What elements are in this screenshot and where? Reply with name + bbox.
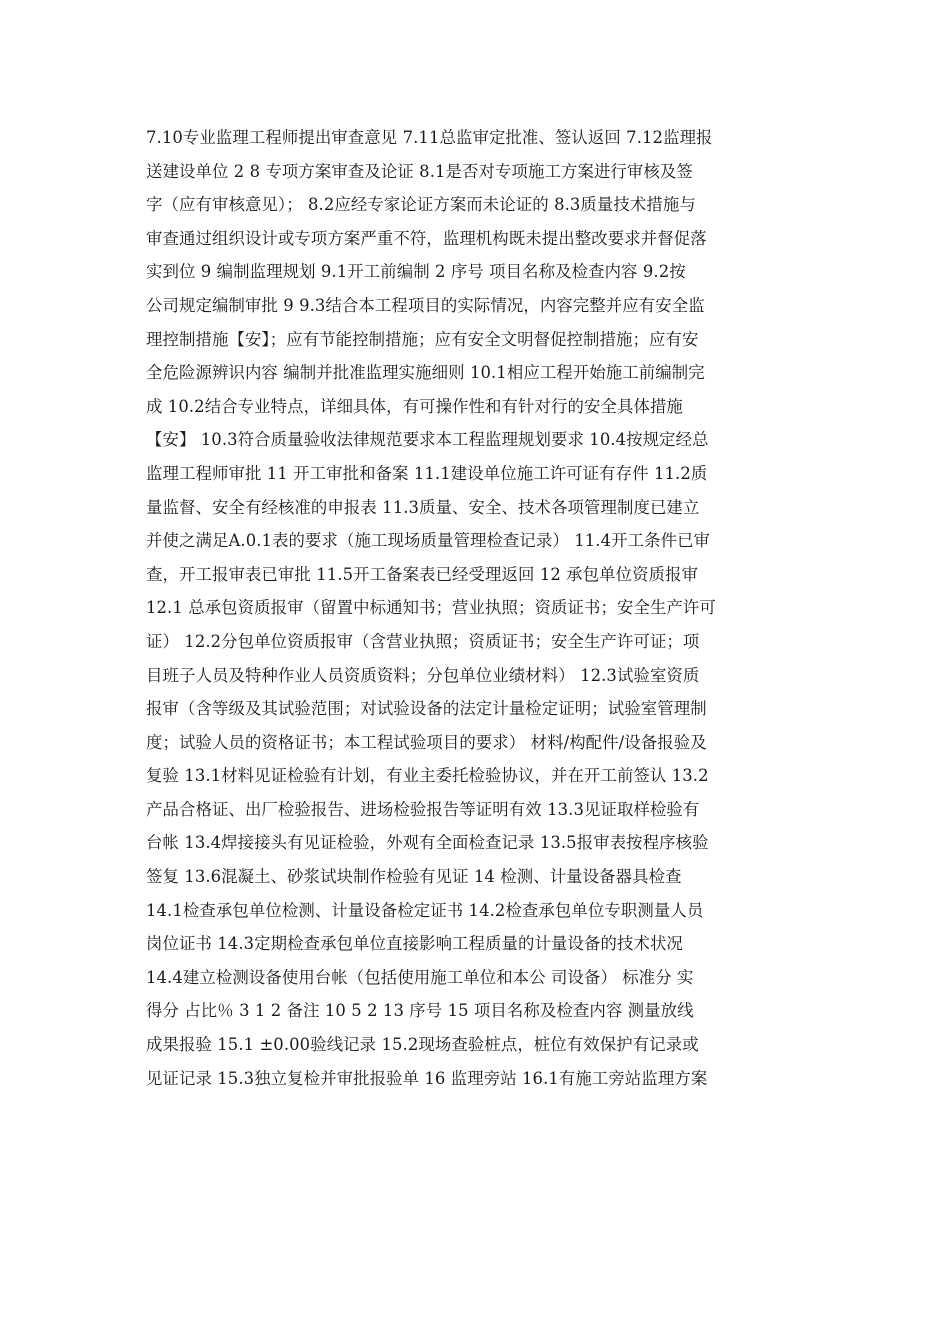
text-line: 度；试验人员的资格证书；本工程试验项目的要求） 材料/构配件/设备报验及 <box>146 732 707 752</box>
text-line: 【安】 10.3符合质量验收法律规范要求本工程监理规划要求 10.4按规定经总 <box>146 430 709 450</box>
text-line: 理控制措施【安】；应有节能控制措施；应有安全文明督促控制措施；应有安 <box>146 329 699 349</box>
text-line: 查，开工报审表已审批 11.5开工备案表已经受理返回 12 承包单位资质报审 <box>146 564 699 584</box>
text-line: 量监督、安全有经核准的申报表 11.3质量、安全、技术各项管理制度已建立 <box>146 497 700 517</box>
text-line: 监理工程师审批 11 开工审批和备案 11.1建设单位施工许可证有存件 11.2质 <box>146 463 708 483</box>
text-line: 证） 12.2分包单位资质报审（含营业执照；资质证书；安全生产许可证；项 <box>146 631 700 651</box>
text-line: 全危险源辨识内容 编制并批准监理实施细则 10.1相应工程开始施工前编制完 <box>146 363 705 383</box>
text-line: 复验 13.1材料见证检验有计划，有业主委托检验协议，并在开工前签认 13.2 <box>146 766 709 786</box>
text-line: 得分 占比％ 3 1 2 备注 10 5 2 13 序号 15 项目名称及检查内容 测量放线 <box>146 1001 694 1021</box>
text-line: 见证记录 15.3独立复检并审批报验单 16 监理旁站 16.1有施工旁站监理方案 <box>146 1068 708 1088</box>
text-line: 公司规定编制审批 9 9.3结合本工程项目的实际情况，内容完整并应有安全监 <box>146 295 705 315</box>
text-line: 并使之满足A.0.1表的要求（施工现场质量管理检查记录） 11.4开工条件已审 <box>146 531 711 551</box>
text-line: 12.1 总承包资质报审（留置中标通知书；营业执照；资质证书；安全生产许可 <box>146 598 716 618</box>
text-line: 送建设单位 2 8 专项方案审查及论证 8.1是否对专项施工方案进行审核及签 <box>146 161 693 181</box>
text-line: 成果报验 15.1 ±0.00验线记录 15.2现场查验桩点，桩位有效保护有记录或 <box>146 1035 699 1055</box>
text-line: 成 10.2结合专业特点，详细具体，有可操作性和有针对行的安全具体措施 <box>146 396 683 416</box>
text-line: 字（应有审核意见）； 8.2应经专家论证方案而未论证的 8.3质量技术措施与 <box>146 195 696 215</box>
text-line: 审查通过组织设计或专项方案严重不符，监理机构既未提出整改要求并督促落 <box>146 228 707 248</box>
text-line: 产品合格证、出厂检验报告、进场检验报告等证明有效 13.3见证取样检验有 <box>146 799 700 819</box>
text-line: 目班子人员及特种作业人员资质资料；分包单位业绩材料） 12.3试验室资质 <box>146 665 700 685</box>
body-text <box>146 121 808 1095</box>
text-line: 14.4建立检测设备使用台帐（包括使用施工单位和本公 司设备） 标准分 实 <box>146 967 694 987</box>
text-line: 台帐 13.4焊接接头有见证检验，外观有全面检查记录 13.5报审表按程序核验 <box>146 833 709 853</box>
text-line: 签复 13.6混凝土、砂浆试块制作检验有见证 14 检测、计量设备器具检查 <box>146 867 682 887</box>
text-line: 实到位 9 编制监理规划 9.1开工前编制 2 序号 项目名称及检查内容 9.2按 <box>146 262 686 282</box>
text-line: 报审（含等级及其试验范围；对试验设备的法定计量检定证明；试验室管理制 <box>146 699 707 719</box>
text-line: 14.1检查承包单位检测、计量设备检定证书 14.2检查承包单位专职测量人员 <box>146 900 704 920</box>
text-line: 7.10专业监理工程师提出审查意见 7.11总监审定批准、签认返回 7.12监理报 <box>146 128 713 147</box>
text-line: 岗位证书 14.3定期检查承包单位直接影响工程质量的计量设备的技术状况 <box>146 934 683 954</box>
